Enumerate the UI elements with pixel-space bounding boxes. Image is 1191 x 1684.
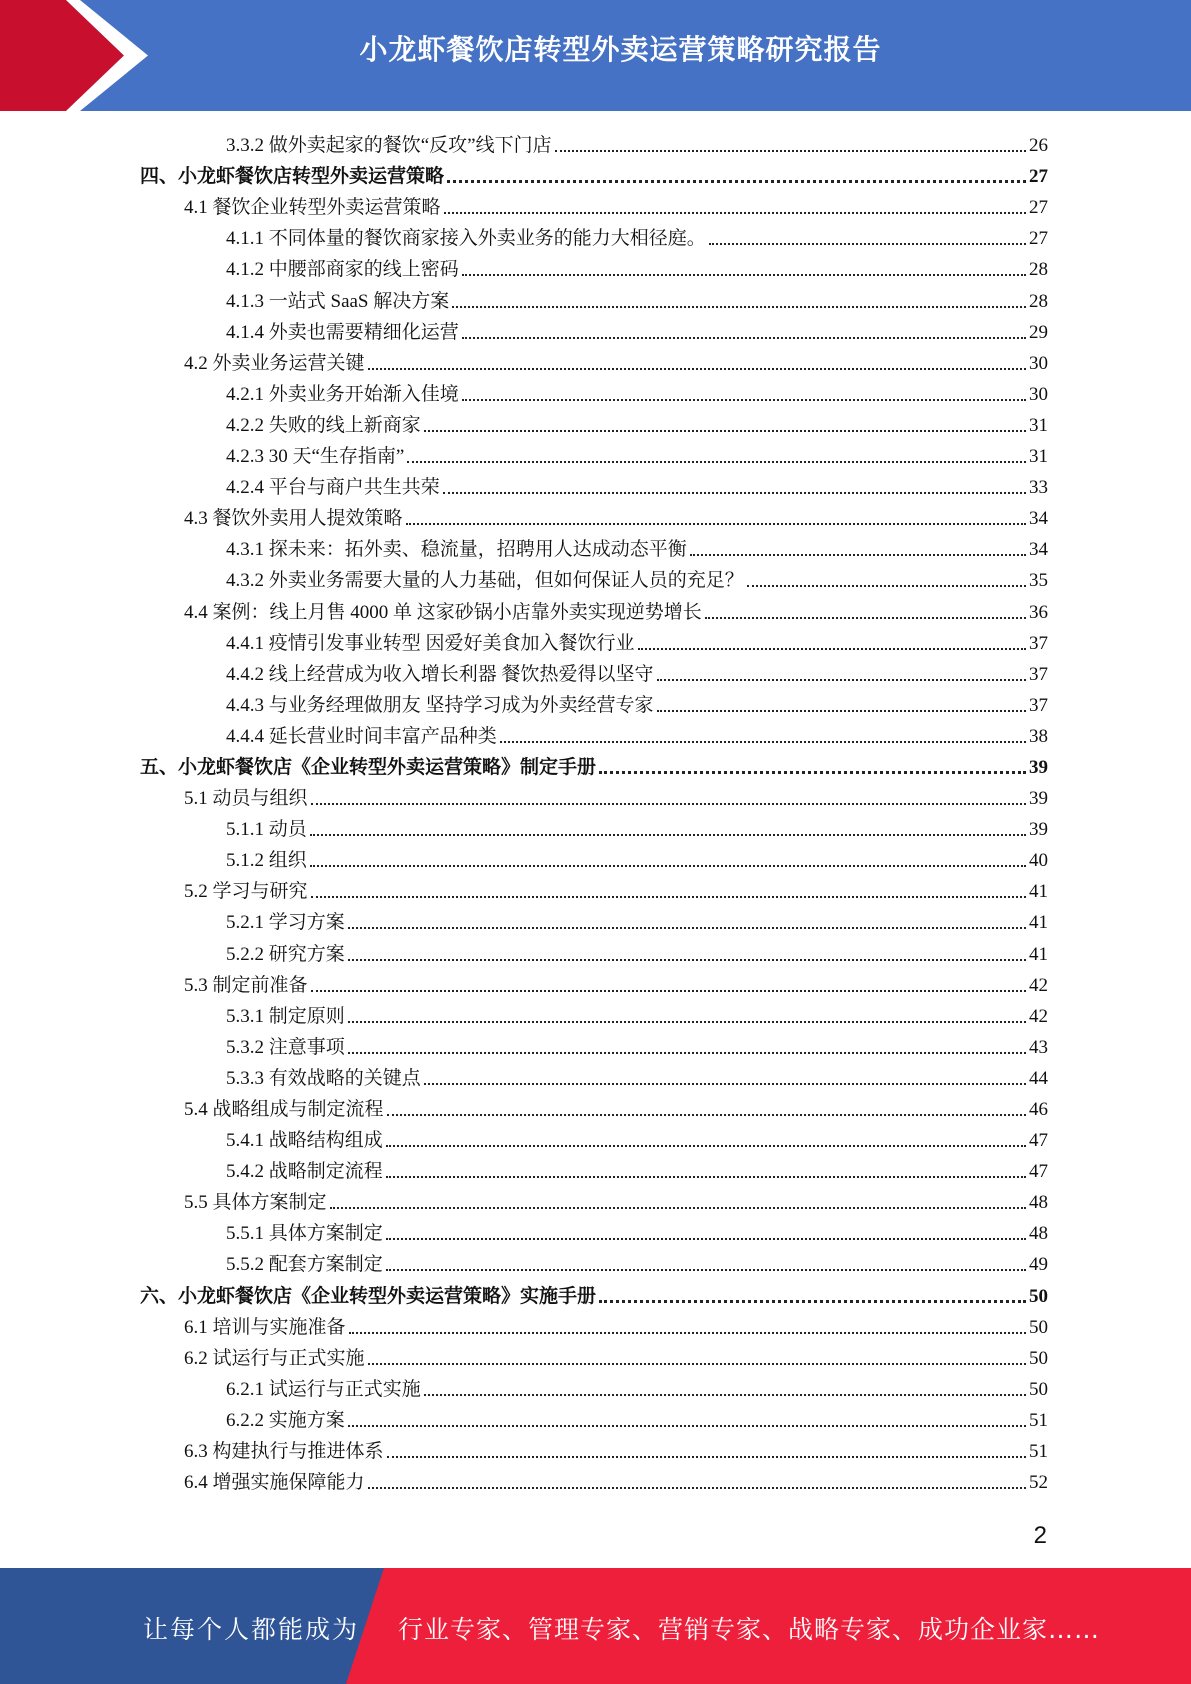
toc-dot-leader [386, 1269, 1026, 1271]
toc-entry-page: 47 [1029, 1161, 1048, 1183]
toc-dot-leader [387, 1456, 1026, 1458]
toc-entry-page: 30 [1029, 352, 1048, 374]
toc-entry-title: 4.4.1 疫情引发事业转型 因爱好美食加入餐饮行业 [226, 632, 635, 654]
toc-entry[interactable] [140, 500, 1048, 531]
toc-entry-page: 30 [1029, 383, 1048, 405]
toc-dot-leader [555, 150, 1026, 152]
toc-entry-title: 5.4.1 战略结构组成 [226, 1130, 383, 1152]
toc-entry[interactable] [140, 718, 1048, 749]
toc-entry[interactable] [140, 1371, 1048, 1402]
toc-entry-title: 5.3.2 注意事项 [226, 1036, 345, 1058]
toc-entry-page: 41 [1029, 912, 1048, 934]
toc-entry[interactable] [140, 220, 1048, 251]
toc-dot-leader [462, 337, 1026, 339]
toc-entry[interactable] [140, 873, 1048, 904]
toc-entry-page: 42 [1029, 1005, 1048, 1027]
toc-dot-leader [443, 492, 1026, 494]
toc-entry[interactable] [140, 935, 1048, 966]
toc-entry-page: 50 [1029, 1347, 1048, 1369]
toc-entry[interactable] [140, 251, 1048, 282]
toc-entry[interactable] [140, 531, 1048, 562]
toc-dot-leader [638, 648, 1026, 650]
toc-entry-title: 4.3 餐饮外卖用人提效策略 [184, 508, 403, 530]
toc-entry-title: 5.4.2 战略制定流程 [226, 1161, 383, 1183]
toc-entry-title: 4.4.4 延长营业时间丰富产品种类 [226, 725, 497, 747]
toc-entry[interactable] [140, 1153, 1048, 1184]
toc-dot-leader [348, 1052, 1026, 1054]
toc-dot-leader [599, 1300, 1026, 1303]
toc-entry-page: 29 [1029, 321, 1048, 343]
toc-entry-page: 28 [1029, 259, 1048, 281]
toc-entry[interactable] [140, 376, 1048, 407]
toc-entry-title: 6.1 培训与实施准备 [184, 1316, 346, 1338]
toc-entry[interactable] [140, 811, 1048, 842]
toc-entry[interactable] [140, 1246, 1048, 1277]
toc-entry-title: 5.1.1 动员 [226, 819, 307, 841]
toc-dot-leader [311, 896, 1026, 898]
toc-entry-page: 50 [1029, 1378, 1048, 1400]
toc-entry[interactable] [140, 656, 1048, 687]
toc-entry[interactable] [140, 189, 1048, 220]
toc-entry[interactable] [140, 593, 1048, 624]
toc-entry[interactable] [140, 1309, 1048, 1340]
page-number: 2 [1033, 1522, 1047, 1549]
toc-entry[interactable] [140, 1277, 1048, 1308]
toc-dot-leader [462, 399, 1026, 401]
toc-dot-leader [386, 1145, 1026, 1147]
toc-entry-title: 4.3.1 探未来：拓外卖、稳流量，招聘用人达成动态平衡 [226, 539, 687, 561]
toc-entry-title: 5.4 战略组成与制定流程 [184, 1099, 384, 1120]
toc-entry-page: 41 [1029, 943, 1048, 965]
toc-entry-title: 6.2.1 试运行与正式实施 [226, 1378, 421, 1400]
toc-entry-page: 26 [1029, 135, 1048, 157]
report-title: 小龙虾餐饮店转型外卖运营策略研究报告 [359, 33, 882, 66]
toc-entry-title: 5.3.3 有效战略的关键点 [226, 1067, 421, 1089]
toc-dot-leader [311, 803, 1026, 805]
toc-entry-title: 4.2 外卖业务运营关键 [184, 352, 365, 374]
toc-entry-title: 5.3 制定前准备 [184, 974, 308, 996]
toc-entry-title: 6.3 构建执行与推进体系 [184, 1441, 384, 1463]
toc-dot-leader [747, 585, 1026, 587]
toc-dot-leader [690, 554, 1026, 556]
toc-entry[interactable] [140, 1091, 1048, 1122]
toc-dot-leader [424, 430, 1026, 432]
toc-entry-title: 4.1.2 中腰部商家的线上密码 [226, 259, 459, 281]
toc-dot-leader [657, 679, 1026, 681]
toc-dot-leader [709, 243, 1026, 245]
toc-entry[interactable] [140, 780, 1048, 811]
toc-entry-page: 38 [1029, 725, 1048, 747]
toc-entry[interactable] [140, 1060, 1048, 1091]
toc-entry-page: 39 [1029, 756, 1048, 778]
toc-entry[interactable] [140, 1122, 1048, 1153]
toc-entry[interactable] [140, 1029, 1048, 1060]
toc-entry-page: 34 [1029, 508, 1048, 530]
toc-entry-title: 5.2.2 研究方案 [226, 943, 345, 965]
toc-entry-page: 31 [1029, 414, 1048, 436]
toc-entry-page: 50 [1029, 1316, 1048, 1338]
toc-entry-title: 5.3.1 制定原则 [226, 1005, 345, 1027]
toc-dot-leader [424, 1083, 1026, 1085]
toc-entry-title: 5.5.1 具体方案制定 [226, 1223, 383, 1245]
toc-entry[interactable] [140, 967, 1048, 998]
toc-entry-title: 6.2 试运行与正式实施 [184, 1347, 365, 1369]
toc-entry[interactable] [140, 1433, 1048, 1464]
toc-dot-leader [500, 741, 1026, 743]
toc-entry-page: 27 [1029, 166, 1048, 188]
toc-entry-title: 4.1.1 不同体量的餐饮商家接入外卖业务的能力大相径庭。 [226, 228, 706, 250]
toc-dot-leader [657, 710, 1026, 712]
toc-entry-page: 48 [1029, 1192, 1048, 1214]
toc-entry-page: 44 [1029, 1067, 1048, 1089]
toc-entry-title: 5.5.2 配套方案制定 [226, 1254, 383, 1276]
toc-entry[interactable] [140, 1340, 1048, 1371]
toc-entry[interactable] [140, 345, 1048, 376]
toc-entry-page: 47 [1029, 1130, 1048, 1152]
page-footer [0, 1568, 1191, 1684]
toc-entry-title: 4.2.3 30 天“生存指南” [226, 446, 405, 468]
toc-entry-title: 4.4.2 线上经营成为收入增长利器 餐饮热爱得以坚守 [226, 663, 654, 685]
toc-entry-page: 28 [1029, 290, 1048, 312]
toc-entry[interactable] [140, 904, 1048, 935]
toc-entry-title: 6.2.2 实施方案 [226, 1409, 345, 1431]
toc-entry[interactable] [140, 749, 1048, 780]
toc-entry-page: 35 [1029, 570, 1048, 592]
toc-dot-leader [447, 180, 1026, 183]
toc-entry-title: 五、小龙虾餐饮店《企业转型外卖运营策略》制定手册 [140, 756, 597, 778]
toc-entry-page: 46 [1029, 1099, 1048, 1120]
toc-entry-title: 4.2.2 失败的线上新商家 [226, 414, 421, 436]
chevron-logo-icon [0, 0, 150, 111]
toc-entry[interactable] [140, 407, 1048, 438]
toc-entry-title: 3.3.2 做外卖起家的餐饮“反攻”线下门店 [226, 135, 552, 157]
toc-dot-leader [387, 1114, 1026, 1116]
toc-entry-title: 6.4 增强实施保障能力 [184, 1472, 365, 1494]
toc-entry[interactable] [140, 314, 1048, 345]
toc-entry-title: 4.4.3 与业务经理做朋友 坚持学习成为外卖经营专家 [226, 694, 654, 716]
toc-entry-title: 四、小龙虾餐饮店转型外卖运营策略 [140, 166, 445, 188]
toc-dot-leader [407, 461, 1026, 463]
toc-dot-leader [348, 1425, 1026, 1427]
toc-dot-leader [599, 771, 1026, 774]
toc-entry-title: 4.1.3 一站式 SaaS 解决方案 [226, 290, 450, 312]
toc-entry-page: 33 [1029, 477, 1048, 499]
toc-entry-title: 4.3.2 外卖业务需要大量的人力基础，但如何保证人员的充足？ [226, 570, 744, 592]
toc-dot-leader [386, 1176, 1026, 1178]
toc-entry-title: 4.1 餐饮企业转型外卖运营策略 [184, 197, 441, 219]
toc-entry-title: 5.1.2 组织 [226, 850, 307, 872]
toc-entry-page: 37 [1029, 694, 1048, 716]
toc-entry-title: 5.1 动员与组织 [184, 788, 308, 810]
page-header [0, 0, 1191, 111]
toc-entry-page: 51 [1029, 1409, 1048, 1431]
toc-dot-leader [386, 1238, 1026, 1240]
toc-entry[interactable] [140, 562, 1048, 593]
toc-entry-title: 六、小龙虾餐饮店《企业转型外卖运营策略》实施手册 [140, 1285, 597, 1307]
toc-entry-page: 40 [1029, 850, 1048, 872]
toc-entry[interactable] [140, 1215, 1048, 1246]
toc-dot-leader [368, 1487, 1026, 1489]
toc-entry[interactable] [140, 842, 1048, 873]
toc-entry-page: 43 [1029, 1036, 1048, 1058]
toc-entry-page: 39 [1029, 819, 1048, 841]
toc-entry-page: 31 [1029, 446, 1048, 468]
toc-entry-page: 27 [1029, 228, 1048, 250]
footer-slogan-left: 让每个人都能成为 [143, 1615, 360, 1644]
toc-entry-title: 4.2.4 平台与商户共生共荣 [226, 477, 440, 499]
toc-dot-leader [705, 617, 1026, 619]
toc-entry[interactable] [140, 127, 1048, 158]
toc-dot-leader [310, 865, 1026, 867]
toc-entry-page: 51 [1029, 1441, 1048, 1463]
toc-entry[interactable] [140, 282, 1048, 313]
toc-dot-leader [348, 959, 1026, 961]
toc-dot-leader [424, 1394, 1026, 1396]
toc-entry-page: 37 [1029, 632, 1048, 654]
toc-dot-leader [368, 368, 1026, 370]
toc-entry-page: 36 [1029, 601, 1048, 623]
toc-entry-page: 27 [1029, 197, 1048, 219]
toc-entry-page: 49 [1029, 1254, 1048, 1276]
toc-dot-leader [311, 990, 1026, 992]
toc-dot-leader [310, 834, 1026, 836]
footer-slogan-right: 行业专家、管理专家、营销专家、战略专家、成功企业家…… [398, 1615, 1101, 1644]
toc-entry-title: 5.2.1 学习方案 [226, 912, 345, 934]
toc-entry[interactable] [140, 469, 1048, 500]
toc-entry-page: 39 [1029, 788, 1048, 810]
toc-entry-page: 50 [1029, 1285, 1048, 1307]
toc-dot-leader [462, 274, 1026, 276]
toc-entry[interactable] [140, 998, 1048, 1029]
toc-entry-page: 52 [1029, 1472, 1048, 1494]
toc-entry-page: 34 [1029, 539, 1048, 561]
toc-dot-leader [330, 1207, 1026, 1209]
toc-dot-leader [348, 1021, 1026, 1023]
toc-dot-leader [349, 1332, 1026, 1334]
table-of-contents [140, 127, 1048, 1495]
toc-dot-leader [368, 1363, 1026, 1365]
toc-dot-leader [452, 306, 1026, 308]
toc-entry-page: 41 [1029, 881, 1048, 903]
toc-entry[interactable] [140, 687, 1048, 718]
toc-entry[interactable] [140, 1464, 1048, 1495]
toc-entry[interactable] [140, 625, 1048, 656]
toc-dot-leader [444, 212, 1026, 214]
toc-entry-title: 4.4 案例：线上月售 4000 单 这家砂锅小店靠外卖实现逆势增长 [184, 601, 702, 623]
toc-entry-page: 37 [1029, 663, 1048, 685]
toc-entry[interactable] [140, 1184, 1048, 1215]
toc-entry-page: 42 [1029, 974, 1048, 996]
toc-entry-title: 4.2.1 外卖业务开始渐入佳境 [226, 383, 459, 405]
toc-dot-leader [348, 927, 1026, 929]
toc-entry-title: 4.1.4 外卖也需要精细化运营 [226, 321, 459, 343]
toc-entry-title: 5.2 学习与研究 [184, 881, 308, 903]
toc-entry-title: 5.5 具体方案制定 [184, 1192, 327, 1214]
toc-entry-page: 48 [1029, 1223, 1048, 1245]
toc-dot-leader [406, 523, 1026, 525]
toc-entry[interactable] [140, 158, 1048, 189]
toc-entry[interactable] [140, 1402, 1048, 1433]
toc-entry[interactable] [140, 438, 1048, 469]
